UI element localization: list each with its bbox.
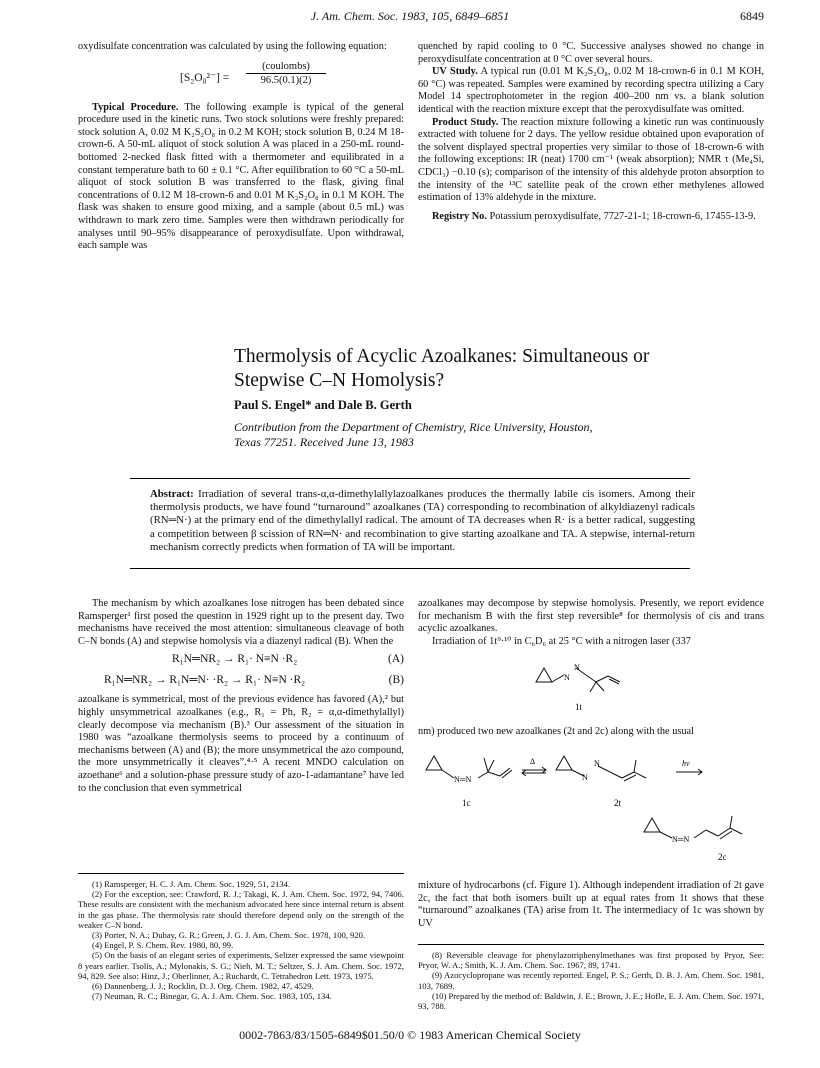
azo-2c: N═N — [672, 835, 690, 844]
paragraph-uv — [418, 66, 764, 116]
body-right-paragraph-3: nm) produced two new azoalkanes (2t and 2c) along with the usual — [418, 726, 694, 737]
footnote-3: (3) Porter, N. A.; Dubay, G. R.; Green, J. G. J. Am. Chem. Soc. 1978, 100, 920. — [92, 930, 366, 941]
equation-b-label: (B) — [388, 674, 404, 687]
delta-symbol: Δ — [530, 757, 536, 766]
scheme-isomers — [418, 748, 764, 866]
body-paragraph-2: azoalkane is symmetrical, most of the previous evidence has favored (A),² but highly unsymmetrical azoalkanes (e.g., R₁ = Ph, R₂ = α,α-dimethylallyl) clearly decompose via mechanism (B).³ Our assessment of the situation in 1980 was “azoalkane thermolysis seems to proceed by a continuum of mechanisms between (A) and (B); the more unsymmetrical the azo compound, the more unsymmetrically it cleaves”.⁴·⁵ A recent MNDO calculation on azoethane⁶ and a solution-phase pressure study of azo-1-adamantane⁷ have led to the conclusion that even symmetrical — [78, 694, 404, 794]
equation-b-text: R₁N═NR₂ → R₁N═N· ·R₂ → R₁· N≡N ·R₂ — [104, 674, 306, 687]
paragraph-product — [418, 117, 764, 205]
product-text: The reaction mixture following a kinetic run was continuously extracted with toluene for 2 days. The yellow residue obtained upon evaporation of the solvent displayed spectral properties very similar to those of 18-crown-6 with the following exceptions: IR (neat) 1700 cm⁻¹ (weak absorption); NMR τ (Me₄Si, CDCl₃) −0.10 (s); comparison of the intensity of this aldehyde proton absorption to the intensity of the ¹³C satellite peak of the crown ether methylenes allowed estimation of 13% aldehyde in the mixture. — [418, 116, 765, 204]
body-right-column — [418, 598, 764, 648]
procedure-label: Typical Procedure. — [92, 101, 179, 113]
running-header: J. Am. Chem. Soc. 1983, 105, 6849–6851 — [310, 9, 510, 23]
equation-a — [78, 650, 404, 670]
article-title: Thermolysis of Acyclic Azoalkanes: Simultaneous or Stepwise C–N Homolysis? — [234, 346, 650, 391]
paragraph-intro: oxydisulfate concentration was calculated by using the following equation: — [78, 41, 387, 52]
footnotes-left — [78, 879, 404, 1001]
footnote-5: (5) On the basis of an elegant series of experiments, Seltzer expressed the same viewpoint 8 years earlier. Tsolis, A.; Mylonakis, S. G.; Nieh, M. T.; Seltzer, S. J. Am. Chem. Soc. 1972, 94, 829. See also: Hinz, J.; Oberlinner, A.; Ruchardt, C. Tetrahedron Lett. 1973, 1975. — [78, 950, 404, 981]
registry-text: Potassium peroxydisulfate, 7727-21-1; 18-crown-6, 17455-13-9. — [489, 210, 756, 222]
formula-lhs: [S₂O₈²⁻] = — [180, 71, 230, 84]
rule-abstract-bottom — [130, 568, 690, 569]
equation-b — [78, 670, 404, 692]
label-2t: 2t — [614, 798, 622, 808]
top-right-column — [418, 41, 764, 223]
hv-symbol: hν — [682, 759, 690, 768]
body-right-column-mid — [418, 726, 764, 739]
registry-label: Registry No. — [432, 210, 487, 222]
body-right-paragraph-1: azoalkanes may decompose by stepwise homolysis. Presently, we report evidence for mechanism B with the first step reversible⁸ for thermolysis of cis and trans acyclic azoalkanes. — [418, 598, 764, 635]
footnote-8: (8) Reversible cleavage for phenylazotriphenylmethanes was first proposed by Pryor, See: Pryor, W. A.; Smith, K. J. Am. Chem. Soc. 1967, 89, 1741. — [418, 950, 764, 971]
equation-a-label: (A) — [388, 653, 404, 666]
equation-concentration — [78, 58, 404, 98]
rule-footnotes-right — [418, 944, 764, 945]
paragraph-quench: quenched by rapid cooling to 0 °C. Successive analyses showed no change in peroxydisulfate concentration at 0 °C over several hours. — [418, 41, 764, 65]
paragraph-procedure — [78, 102, 404, 253]
azo-n-2: N — [574, 663, 580, 672]
abstract-text: Irradiation of several trans-α,α-dimethylallylazoalkanes produces the thermally labile cis isomers. Among their thermolysis products, we have found “turnaround” azoalkanes (TA) corresponding to recombination of alkyldiazenyl radicals (RN═N·) at the primary end of the dimethylallyl radical. The amount of TA decreases when R· is a better radical, suggesting a competition between β scission of RN═N· and recombination to give starting azoalkane and TA. A stepwise, internal-return mechanism correctly predicts when formation of TA will be important. — [150, 488, 696, 553]
footnote-4: (4) Engel, P. S. Chem. Rev. 1980, 80, 99. — [92, 940, 234, 951]
formula-numerator: (coulombs) — [262, 60, 310, 72]
footnote-6: (6) Dannenberg, J. J.; Rocklin, D. J. Org. Chem. 1982, 47, 4529. — [92, 981, 314, 992]
equation-a-text: R₁N═NR₂ → R₁· N≡N ·R₂ — [172, 653, 298, 666]
footnote-2: (2) For the exception, see: Crawford, R. J.; Takagi, K. J. Am. Chem. Soc. 1972, 94, 7406. These results are consistent with the mechanism advocated here since internal return is absent in the gas phase. The thermolysis rate should therefore depend only on the strength of the weaker C–N bond. — [78, 889, 404, 930]
footnote-10: (10) Prepared by the method of: Baldwin, J. E.; Brown, J. E.; Hofle, E. J. Am. Chem. Soc. 1971, 93, 788. — [418, 990, 764, 1012]
body-right-paragraph-4: mixture of hydrocarbons (cf. Figure 1). Although independent irradiation of 2t gave 2c, the fact that both isomers built up at equal rates from 1t shows that these “turnaround” azoalkanes (TA) arise from 1t. The intermediacy of 1c was shown by UV — [418, 880, 764, 929]
azo-2t-n1: N — [582, 773, 588, 782]
footnote-1: (1) Ramsperger, H. C. J. Am. Chem. Soc. 1929, 51, 2134. — [92, 879, 291, 889]
label-1c: 1c — [462, 798, 471, 808]
footnote-7: (7) Neuman, R. C.; Binegar, G. A. J. Am. Chem. Soc. 1983, 105, 134. — [92, 991, 332, 1002]
footnotes-right — [418, 950, 764, 1011]
uv-label: UV Study. — [432, 66, 478, 78]
copyright-footer: 0002-7863/83/1505-6849$01.50/0 © 1983 American Chemical Society — [239, 1028, 581, 1042]
body-right-column-lower — [418, 880, 764, 930]
rule-footnotes-left — [78, 873, 404, 874]
top-left-column — [78, 41, 404, 253]
uv-text: A typical run (0.01 M K₂S₂O₈, 0.02 M 18-crown-6 in 0.1 M KOH, 60 °C) was repeated. Samples were examined by recording spectra utilizing a Cary Model 14 spectrophotometer in the region 400–200 nm vs. a blank solution identical with the reaction mixture except that the peroxydisulfate was omitted. — [418, 66, 764, 115]
label-1t: 1t — [575, 702, 583, 712]
body-left-column — [78, 598, 404, 795]
affiliation: Contribution from the Department of Chemistry, Rice University, Houston, Texas 77251. Received June 13, 1983 — [234, 420, 593, 449]
body-right-paragraph-2: Irradiation of 1t⁹·¹⁰ in C₆D₆ at 25 °C with a nitrogen laser (337 — [432, 635, 691, 647]
body-paragraph-1: The mechanism by which azoalkanes lose nitrogen has been debated since Ramsperger¹ first posed the question in 1929 right up to the present day. Two mechanisms have received the most attention: simultaneous cleavage of both C–N bonds (A) and stepwise homolysis via a diazenyl radical (B). When the — [78, 598, 404, 647]
structure-1t — [530, 658, 640, 714]
procedure-text: The following example is typical of the general procedure used in the kinetic runs. Two stock solutions were freshly prepared: stock solution A, 0.02 M K₂S₂O₈ in 0.2 M KOH; stock solution B, 0.24 M 18-crown-6. A 50-mL aliquot of stock solution A was placed in a 250-mL round-bottomed 2-necked flask fitted with a thermometer and equilibrated in a constant temperature bath to 60 ± 0.1 °C. After equilibration to 60 °C a 50-mL aliquot of stock solution B was transferred to the flask, giving final concentrations of 0.12 M 18-crown-6 and 0.01 M K₂S₂O₈ in 0.1 M KOH. The flask was shaken to ensure good mixing, and a sample (about 0.5 mL) was withdrawn to mark zero time. Samples were then withdrawn periodically for analyses until 90–95% disappearance of peroxydisulfate. Upon withdrawal, each sample was — [78, 101, 404, 252]
abstract — [150, 488, 695, 554]
label-2c: 2c — [718, 852, 727, 862]
azo-n-1: N — [564, 673, 570, 682]
authors: Paul S. Engel* and Dale B. Gerth — [234, 398, 412, 412]
footnote-9: (9) Azocyclopropane was recently reported. Engel, P. S.; Gerth, D. B. J. Am. Chem. Soc. 1981, 103, 7689. — [418, 970, 764, 991]
abstract-label: Abstract: — [150, 488, 194, 500]
paragraph-registry — [418, 211, 764, 224]
azo-2t-n2: N — [594, 759, 600, 768]
rule-abstract-top — [130, 478, 690, 479]
page-number: 6849 — [740, 9, 764, 23]
azo-1c: N═N — [454, 775, 472, 784]
cyclopropyl-ring — [536, 668, 552, 682]
formula-denominator: 96.5(0.1)(2) — [260, 74, 312, 86]
product-label: Product Study. — [432, 116, 499, 128]
